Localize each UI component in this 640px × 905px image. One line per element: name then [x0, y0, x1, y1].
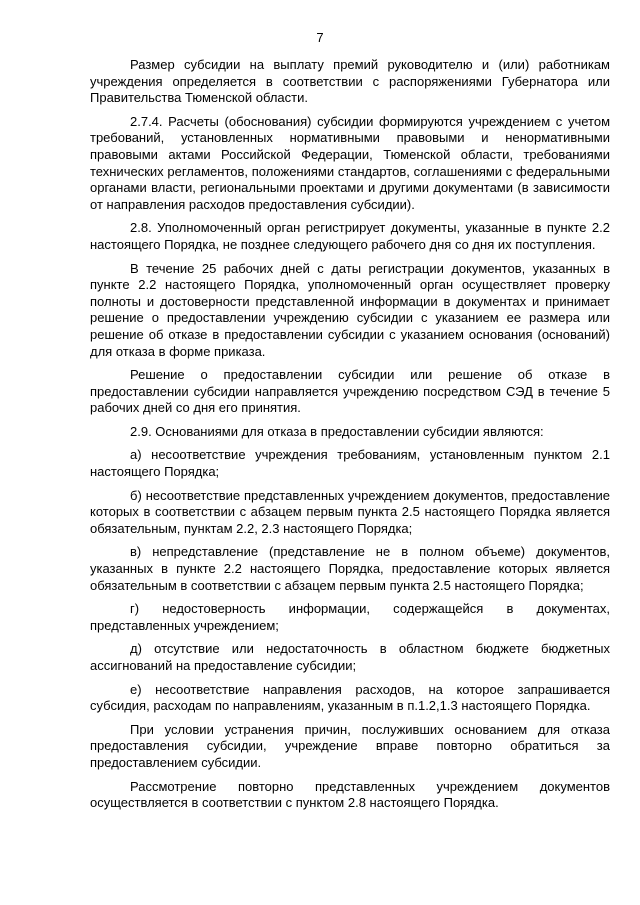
list-item-v: в) непредставление (представление не в полном объеме) документов, указанных в пункте 2.2 настоящего Порядка, предоставление которых является обязательным в соответствии с абзацем первым пункта 2.5 настоящего Порядка; — [90, 544, 610, 593]
list-item-d: д) отсутствие или недостаточность в областном бюджете бюджетных ассигнований на предоставление субсидии; — [90, 641, 610, 673]
page-number: 7 — [316, 30, 324, 45]
document-body — [90, 57, 610, 819]
paragraph-2-7-4: 2.7.4. Расчеты (обоснования) субсидии формируются учреждением с учетом требований, установленных нормативными правовыми и ненормативными правовыми актами Российской Федерации, Тюменской области, требованиями технических регламентов, положениями стандартов, соглашениями с федеральными органами власти, региональными проектами и другими документами (в зависимости от направления расходов предоставления субсидии). — [90, 113, 610, 212]
paragraph-2-8: 2.8. Уполномоченный орган регистрирует документы, указанные в пункте 2.2 настоящего Порядка, не позднее следующего рабочего дня со дня их поступления. — [90, 220, 610, 252]
list-item-e: е) несоответствие направления расходов, на которое запрашивается субсидия, расходам по направлениям, указанным в п.1.2,1.3 настоящего Порядка. — [90, 681, 610, 714]
paragraph-premium-size: Размер субсидии на выплату премий руководителю и (или) работникам учреждения определяется в соответствии с распоряжениями Губернатора или Правительства Тюменской области. — [90, 57, 610, 106]
list-item-g: г) недостоверность информации, содержащейся в документах, представленных учреждением; — [90, 601, 610, 633]
paragraph-2-9: 2.9. Основаниями для отказа в предоставлении субсидии являются: — [130, 423, 544, 439]
paragraph-decision-notice: Решение о предоставлении субсидии или решение об отказе в предоставлении субсидии направляется учреждению посредством СЭД в течение 5 рабочих дней со дня его принятия. — [90, 367, 610, 416]
list-item-a: а) несоответствие учреждения требованиям, установленным пунктом 2.1 настоящего Порядка; — [90, 447, 610, 480]
paragraph-review-period: В течение 25 рабочих дней с даты регистрации документов, указанных в пункте 2.2 настоящего Порядка, уполномоченный орган осуществляет проверку полноты и достоверности представленной информации в документах и принимает решение о предоставлении учреждению субсидии с указанием ее размера или решение об отказе в предоставлении субсидии с указанием основания (оснований) для отказа в форме приказа. — [90, 260, 610, 359]
paragraph-resubmission: Рассмотрение повторно представленных учреждением документов осуществляется в соответствии с пунктом 2.8 настоящего Порядка. — [90, 778, 610, 811]
paragraph-reapply: При условии устранения причин, послуживших основанием для отказа предоставления субсидии, учреждение вправе повторно обратиться за предоставлением субсидии. — [90, 721, 610, 770]
list-item-b: б) несоответствие представленных учреждением документов, предоставление которых в соответствии с абзацем первым пункта 2.5 настоящего Порядка является обязательным, пунктам 2.2, 2.3 настоящего Порядка; — [90, 487, 610, 536]
